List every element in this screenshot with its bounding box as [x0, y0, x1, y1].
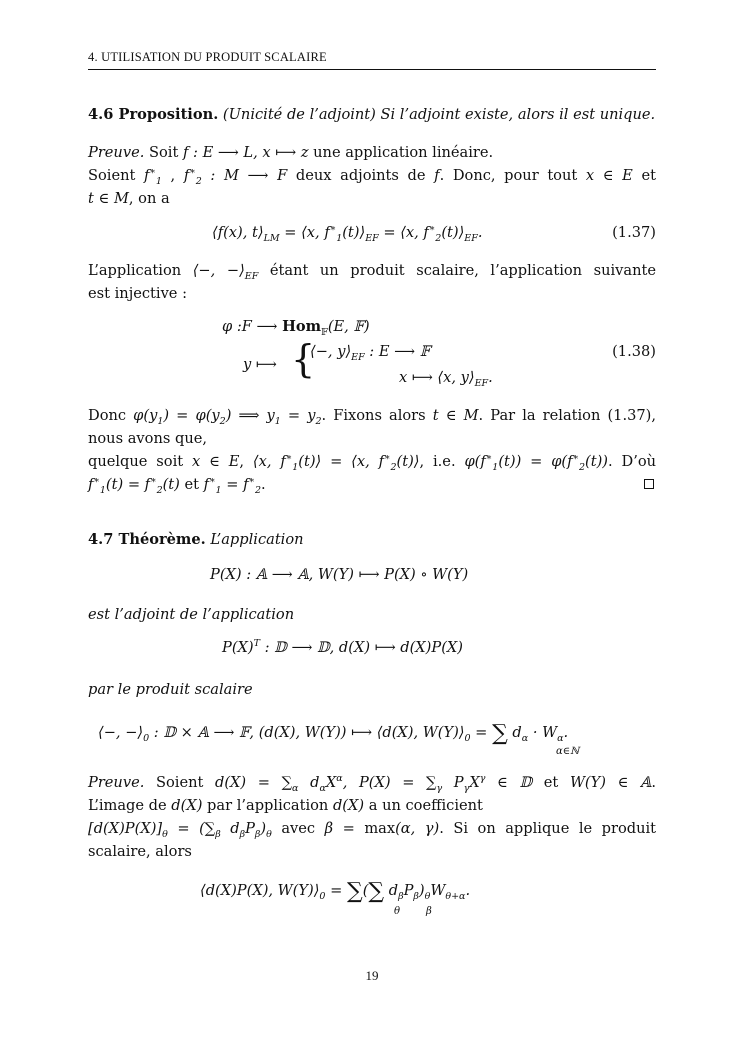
eq-line2-a: ⟨−, y⟩ [310, 343, 352, 360]
eq-end: . [465, 882, 471, 899]
eq-end: . [477, 224, 483, 241]
paragraph-text: étant un produit scalaire, l’application suivante [269, 262, 657, 279]
eq-line1-left: φ :F ⟶ [222, 318, 278, 335]
qed-square-icon [644, 479, 654, 489]
paragraph-text: et [184, 476, 200, 493]
math-pair: ⟨−, −⟩ [192, 262, 245, 279]
eq-hom: Hom [282, 318, 322, 335]
paragraph-text: quelque soit [88, 453, 184, 470]
proof-text: et [543, 774, 559, 791]
math-f-map: f : E ⟶ L, x ⟼ z [182, 144, 309, 161]
eq-mid2: (t)⟩ [342, 224, 366, 241]
proof-text: Soient [88, 167, 136, 184]
eq-line1-right: (E, 𝔽) [327, 318, 370, 335]
sum-index: θ [394, 906, 401, 917]
eq-b: : 𝔻 × 𝔸 ⟶ 𝔽, (d(X), W(Y)) ⟼ ⟨d(X), W(Y)⟩ [149, 724, 465, 741]
eq-c: = [470, 724, 493, 741]
eq-lhs: ⟨f(x), t⟩ [212, 224, 264, 241]
proof-text: . Si on applique le produit [439, 820, 657, 837]
eq-d: d [512, 724, 522, 741]
eq-line2-left: y ⟼ [243, 356, 277, 373]
proposition-statement: (Unicité de l’adjoint) Si l’adjoint existe, alors il est unique. [222, 106, 656, 123]
eq-map2-b: : 𝔻 ⟶ 𝔻, d(X) ⟼ d(X)P(X) [259, 639, 463, 656]
theorem-4-7 [88, 528, 656, 551]
eq-e: · W [528, 724, 558, 741]
proof-text: a un coefficient [368, 797, 483, 814]
proof-label: Preuve. [88, 774, 145, 791]
math-x-in-E: x ∈ E [585, 167, 633, 184]
proof-text: L’image de [88, 797, 167, 814]
paragraph-text: est injective : [88, 285, 187, 302]
eq-sub: α [521, 732, 529, 744]
eq-d: d [388, 882, 399, 899]
eq-a: ⟨d(X)P(X), W(Y)⟩ [200, 882, 320, 899]
sum-symbol: ∑ [346, 879, 363, 904]
eq-c: ( [362, 882, 369, 899]
math-f2: f [183, 167, 190, 184]
page [88, 0, 656, 1053]
sum-index: β [426, 906, 432, 917]
proof-text: avec [281, 820, 316, 837]
proof-text: une application linéaire. [313, 144, 494, 161]
equation-final [88, 876, 656, 920]
math-x-in-E: x ∈ E [191, 453, 240, 470]
eq-sub: EF [474, 377, 489, 389]
proposition-label: 4.6 Proposition. [88, 106, 219, 123]
proof-text: , on a [128, 190, 170, 207]
theorem-statement: L’application [210, 531, 304, 548]
eq-sup: T [253, 638, 260, 650]
equation-scalar-product [88, 718, 656, 758]
paragraph-injective [88, 259, 656, 305]
paragraph-text: . Par la relation (1.37), [478, 407, 656, 424]
math-sub: EF [244, 270, 259, 282]
sum-symbol: ∑ [368, 879, 385, 904]
eq-map1: P(X) : 𝔸 ⟶ 𝔸, W(Y) ⟼ P(X) ∘ W(Y) [210, 566, 469, 583]
page-number: 19 [365, 968, 379, 983]
proof-label: Preuve. [88, 144, 145, 161]
eq-a: ⟨−, −⟩ [98, 724, 144, 741]
proof-text: Soit [149, 144, 179, 161]
running-header: 4. UTILISATION DU PRODUIT SCALAIRE [88, 50, 327, 64]
eq-sub: 0 [143, 732, 150, 744]
eq-sub: EF [351, 351, 365, 363]
paragraph-text: nous avons que, [88, 430, 207, 447]
header-rule [88, 69, 656, 70]
eq-e: P [403, 882, 414, 899]
eq-sub: 0 [464, 732, 471, 744]
eq-sub: β [398, 890, 404, 902]
theorem-adjoint-line [88, 603, 656, 626]
proof-text: deux adjoints de [295, 167, 426, 184]
eq-mid: = ⟨x, f [279, 224, 330, 241]
proof-text: et [641, 167, 656, 184]
proof-text: scalaire, alors [88, 843, 192, 860]
eq-sub: LM [263, 232, 280, 244]
eq-end: . [488, 369, 493, 386]
eq-sub: 0 [319, 890, 326, 902]
theorem-scalar-line [88, 678, 656, 701]
eq-sub: β [413, 890, 419, 902]
eq-rhs2: (t)⟩ [441, 224, 465, 241]
eq-line3: x ⟼ ⟨x, y⟩ [399, 369, 475, 386]
math-t-in-M: t ∈ M [432, 407, 479, 424]
proposition-4-6 [88, 103, 656, 126]
paragraph-text: L’application [88, 262, 182, 279]
equation-1-37: ⟨f(x), $t⟩_{LM}$ = ⟨x, $f^∗_1(t)⟩_{EF}$ = ⟨x, $f^∗_2(t)⟩_{EF}$. (1.37) [212, 223, 656, 244]
proof-text: par l’application [207, 797, 329, 814]
paragraph-text: Fixons alors [333, 407, 426, 424]
proof-text: . Donc, pour tout [439, 167, 578, 184]
math-phi: φ(y [133, 407, 158, 424]
paragraph-donc: Donc $\varphi(y_1) = \varphi(y_2)$ ⟹ $y_1 = y_2$. Fixons alors t ∈ M. Par la relation (1.37), nous avons que, quelque soit x ∈ E, ⟨x, $f^∗_1(t)⟩$ = ⟨x, $f^∗_2(t)⟩$, i.e. $\varphi(f^∗_1(t)) = \varphi(f^∗_2(t))$. D’où $f^∗_1(t) = f^∗_2(t)$ et $f^∗_1 = f^∗_2$. [88, 407, 657, 496]
paragraph-text: i.e. [433, 453, 456, 470]
proof-text: Soient [156, 774, 204, 791]
proof-4-6: Preuve. Soit f : E ⟶ L, x ⟼ z une application linéaire. Soient $f^∗_1$ , $f^∗_2$ : M ⟶ F deux adjoints de f. Donc, pour tout x ∈ E et t ∈ M, on a [88, 144, 656, 207]
eq-g: W [430, 882, 446, 899]
eq-sub: θ+α [445, 890, 466, 902]
theorem-label: 4.7 Théorème. [88, 531, 206, 548]
sum-index: α∈ℕ [556, 746, 580, 757]
left-brace: { [291, 337, 316, 381]
paragraph-text: Donc [88, 407, 127, 424]
eq-f: ) [418, 882, 425, 899]
equation-1-38 [88, 318, 656, 392]
equation-number: (1.38) [612, 343, 656, 360]
theorem-text: est l’adjoint de l’application [88, 606, 295, 623]
math-t-in-M: t ∈ M [88, 190, 129, 207]
math-f1: f [144, 167, 150, 184]
eq-line2-b: : E ⟶ 𝔽 [364, 343, 431, 360]
math-M-to-F: : M ⟶ F [210, 167, 288, 184]
theorem-text: par le produit scalaire [88, 681, 253, 698]
eq-hom-sub: 𝔽 [321, 326, 328, 338]
eq-sub: EF [464, 232, 478, 244]
eq-sub: α [557, 732, 564, 744]
proof-4-7: Preuve. Soient $d(X) = \sum_\alpha$ $d_\alpha X^\alpha$, $P(X) = \sum_\gamma$ $P_\gamma X^\gamma$ ∈ 𝔻 et W(Y) ∈ 𝔸. L’image de d(X) par l’application d(X) a un coefficient $[d(X)P(X)]_\theta = (\sum_\beta$ $d_\beta P_\beta)_\theta$ avec β = max(α, γ). Si on applique le produit scalaire, alors [88, 773, 657, 860]
eq-map2-a: P(X) [222, 639, 254, 656]
equation-number: (1.37) [612, 224, 656, 241]
sum-symbol: ∑ [492, 721, 508, 746]
paragraph-text: D’où [621, 453, 657, 470]
eq-end: . [563, 724, 569, 741]
eq-b: = [325, 882, 347, 899]
eq-sub: EF [365, 232, 379, 244]
math-f: f [434, 167, 440, 184]
eq-sub: θ [424, 890, 431, 902]
eq-rhs: = ⟨x, f [378, 224, 429, 241]
